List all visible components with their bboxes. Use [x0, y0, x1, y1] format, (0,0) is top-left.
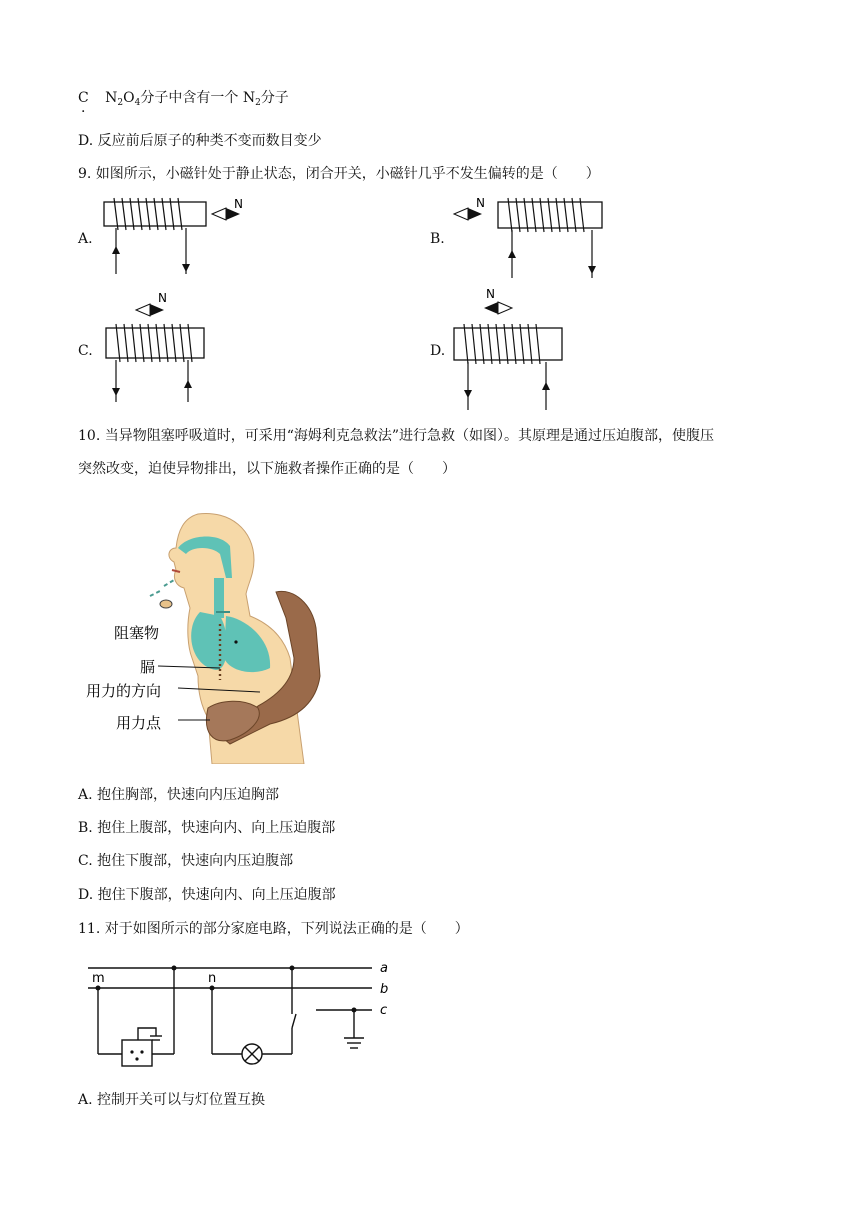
label-diaphragm: 膈	[140, 658, 156, 676]
q10-option-d: D. 抱住下腹部，快速向内、向上压迫腹部	[78, 887, 336, 903]
label-force-point: 用力点	[116, 714, 162, 732]
north-label: N	[486, 287, 495, 301]
household-circuit-figure	[80, 956, 400, 1076]
q8-option-c: C · $N_2O_4$分子中含有一个 $N_2$分子	[78, 90, 289, 120]
q9-stem: 9. 如图所示，小磁针处于静止状态，闭合开关，小磁针几乎不发生偏转的是（ ）	[78, 166, 600, 182]
node-label-n: n	[208, 971, 217, 986]
q9-label-c: C.	[78, 343, 93, 359]
node-label-m: m	[92, 971, 105, 986]
q9-label-d: D.	[430, 343, 446, 359]
label-force-direction: 用力的方向	[86, 682, 162, 700]
q8-option-d: D. 反应前后原子的种类不变而数目变少	[78, 133, 322, 149]
q9-figure-b	[450, 194, 620, 280]
north-label: N	[476, 196, 485, 210]
north-label: N	[234, 197, 243, 211]
wire-label-c: c	[380, 1003, 388, 1018]
q10-option-b: B. 抱住上腹部，快速向内、向上压迫腹部	[78, 820, 336, 836]
q9-figure-d	[450, 286, 570, 412]
wire-label-a: a	[380, 961, 388, 976]
q9-label-b: B.	[430, 231, 445, 247]
heimlich-figure	[80, 508, 330, 764]
q10-option-c: C. 抱住下腹部，快速向内压迫腹部	[78, 853, 294, 869]
q10-option-a: A. 抱住胸部，快速向内压迫胸部	[78, 787, 280, 803]
q11-option-a: A. 控制开关可以与灯位置互换	[78, 1092, 266, 1108]
q9-figure-a	[98, 194, 258, 278]
q11-stem: 11. 对于如图所示的部分家庭电路，下列说法正确的是（ ）	[78, 921, 469, 937]
q9-label-a: A.	[78, 231, 93, 247]
option-letter: C	[78, 90, 89, 106]
q10-stem-line-2: 突然改变，迫使异物排出，以下施救者操作正确的是（ ）	[78, 461, 456, 477]
label-obstruction: 阻塞物	[114, 624, 160, 642]
wire-label-b: b	[380, 982, 389, 997]
q9-figure-c	[98, 292, 218, 404]
north-label: N	[158, 292, 167, 305]
q10-stem-line-1: 10. 当异物阻塞呼吸道时，可采用“海姆利克急救法”进行急救（如图）。其原理是通过压迫腹部，使腹压	[78, 428, 715, 444]
